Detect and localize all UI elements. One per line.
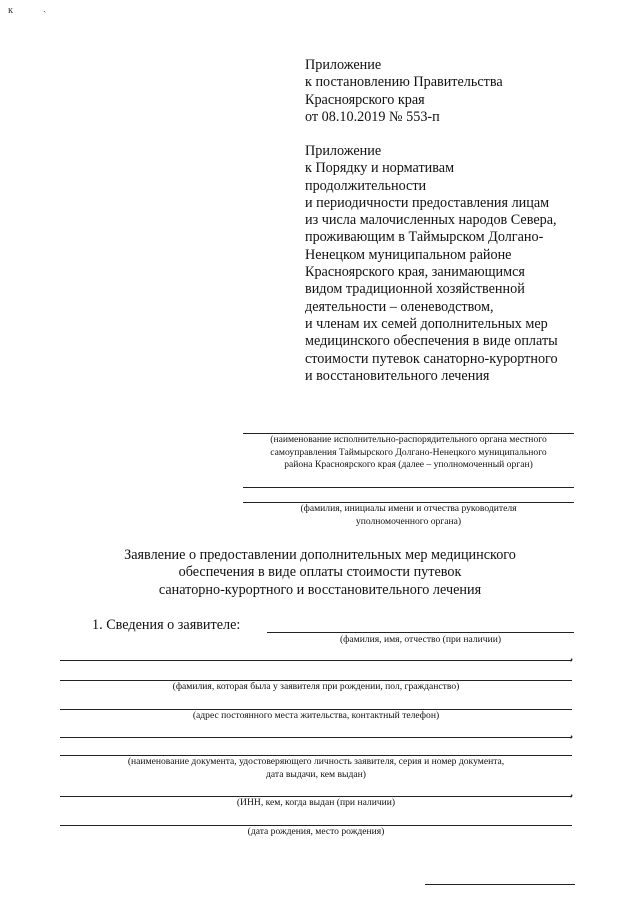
address-caption: (адрес постоянного места жительства, контактный телефон)	[192, 710, 440, 721]
comma: ,	[570, 725, 574, 740]
section-1-label: 1. Сведения о заявителе:	[92, 617, 241, 633]
scan-mark-left: ĸ	[8, 5, 13, 16]
birth-surname-caption: (фамилия, которая была у заявителя при рождении, пол, гражданство)	[172, 681, 460, 692]
fio-field[interactable]	[267, 632, 574, 633]
fio-caption: (фамилия, имя, отчество (при наличии)	[339, 634, 502, 645]
application-title: Заявление о предоставлении дополнительных мер медицинского обеспечения в виде оплаты стоимости путевок санаторно-курортного и восстановительного лечения	[124, 547, 516, 598]
header-line: Ненецком муниципальном районе	[305, 246, 512, 263]
header-line: видом традиционной хозяйственной	[305, 281, 525, 298]
header-line: Красноярского края	[305, 91, 425, 108]
header-line: от 08.10.2019 № 553-п	[305, 108, 440, 125]
comma: ,	[570, 648, 574, 663]
head-name-caption: (фамилия, инициалы имени и отчества руководителя уполномоченного органа)	[300, 503, 517, 527]
header-line: Красноярского края, занимающимся	[305, 264, 525, 281]
inn-caption: (ИНН, кем, когда выдан (при наличии)	[236, 797, 396, 808]
header-line: проживающим в Таймырском Долгано-	[305, 229, 544, 246]
appendix-header-procedure	[305, 143, 558, 385]
comma: ,	[570, 784, 574, 799]
bottom-field[interactable]	[425, 884, 575, 885]
header-line: Приложение	[305, 143, 382, 159]
header-line: Приложение	[305, 57, 382, 73]
scan-mark-right: ˎ	[43, 2, 47, 13]
header-line: продолжительности	[305, 177, 427, 194]
header-line: и периодичности предоставления лицам	[305, 194, 550, 211]
header-line: медицинского обеспечения в виде оплаты	[305, 333, 558, 350]
birth-caption: (дата рождения, место рождения)	[247, 826, 385, 837]
header-line: и восстановительного лечения	[305, 367, 490, 384]
appendix-header-resolution	[305, 57, 503, 126]
document-caption: (наименование документа, удостоверяющего личность заявителя, серия и номер документа, дата выдачи, кем выдан)	[127, 756, 505, 780]
address-continuation-field[interactable]	[60, 737, 572, 738]
head-name-field-1[interactable]	[243, 487, 574, 488]
header-line: стоимости путевок санаторно-курортного	[305, 350, 558, 367]
organ-name-caption: (наименование исполнительно-распорядительного органа местного самоуправления Таймырского Долгано-Ненецкого муниципального района Красноярского края (далее – уполномоченный орган)	[270, 434, 547, 471]
header-line: к Порядку и нормативам	[305, 160, 455, 177]
fio-continuation-field[interactable]	[60, 660, 572, 661]
header-line: к постановлению Правительства	[305, 74, 503, 91]
header-line: и членам их семей дополнительных мер	[305, 315, 548, 332]
header-line: деятельности – оленеводством,	[305, 298, 494, 315]
header-line: из числа малочисленных народов Севера,	[305, 212, 557, 229]
